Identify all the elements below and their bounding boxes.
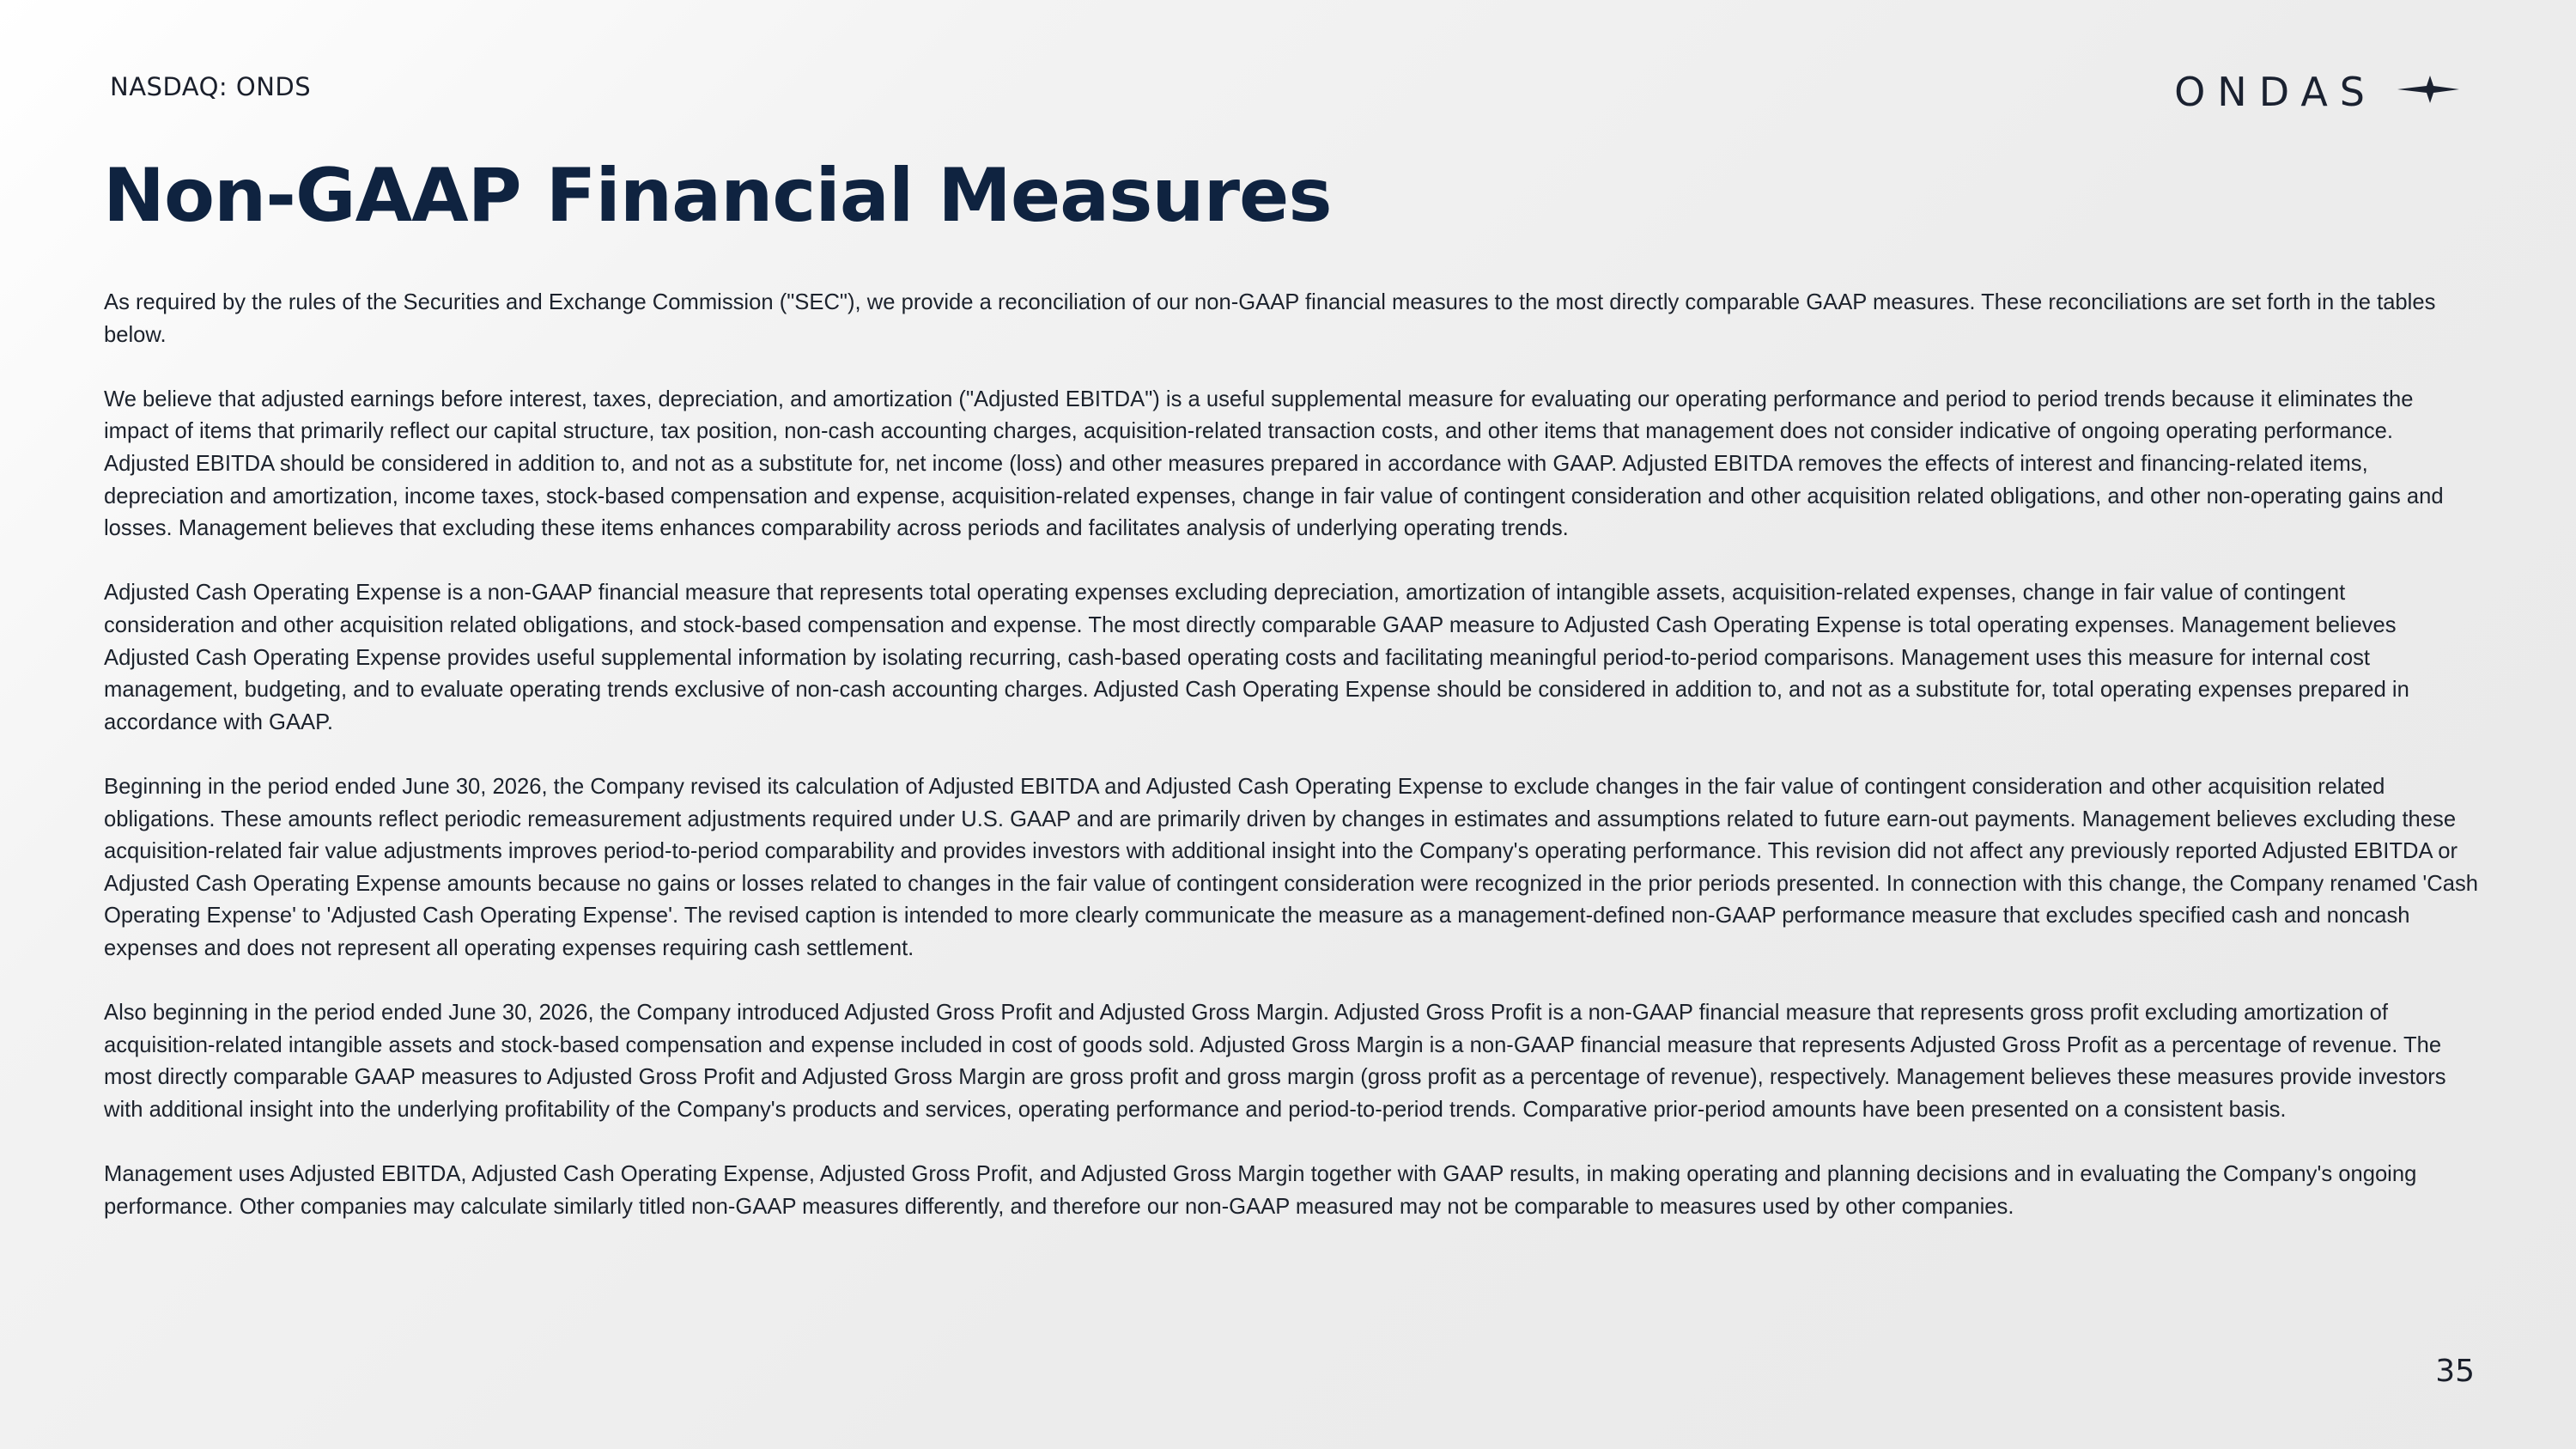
paragraph-sec-reconciliation: As required by the rules of the Securities and Exchange Commission ("SEC"), we provide a reconciliation of our non-GAAP financial measures to the most directly comparable GAAP measures. These reconciliations are set forth in the tables below. [104,290,2436,347]
paragraph-adjusted-ebitda: We believe that adjusted earnings before interest, taxes, depreciation, and amortization ("Adjusted EBITDA") is a useful supplemental measure for evaluating our operating performance and period to period trends because it eliminates the impact of items that primarily reflect our capital structure, tax position, non-cash accounting charges, acquisition-related transaction costs, and other items that management does not consider indicative of ongoing operating performance. Adjusted EBITDA should be considered in addition to, and not as a substitute for, net income (loss) and other measures prepared in accordance with GAAP. Adjusted EBITDA removes the effects of interest and financing-related items, depreciation and amortization, income taxes, stock-based compensation and expense, acquisition-related expenses, change in fair value of contingent consideration and other acquisition related obligations, and other non-operating gains and losses. Management believes that excluding these items enhances comparability across periods and facilitates analysis of underlying operating trends. [104,387,2444,541]
body-text [104,287,2481,1256]
ticker-label: NASDAQ: ONDS [110,72,312,101]
logo-wordmark: ONDAS [2174,68,2377,115]
paragraph-management-use: Management uses Adjusted EBITDA, Adjusted Cash Operating Expense, Adjusted Gross Profit, and Adjusted Gross Margin together with GAAP results, in making operating and planning decisions and in evaluating the Company's ongoing performance. Other companies may calculate similarly titled non-GAAP measures differently, and therefore our non-GAAP measured may not be comparable to measures used by other companies. [104,1162,2417,1219]
page-title: Non-GAAP Financial Measures [103,153,1332,239]
sparkle-crescent-icon [2396,50,2475,133]
paragraph-calculation-revision: Beginning in the period ended June 30, 2026, the Company revised its calculation of Adjusted EBITDA and Adjusted Cash Operating Expense to exclude changes in the fair value of contingent consideration and other acquisition related obligations. These amounts reflect periodic remeasurement adjustments required under U.S. GAAP and are primarily driven by changes in estimates and assumptions related to future earn-out payments. Management believes excluding these acquisition-related fair value adjustments improves period-to-period comparability and provides investors with additional insight into the Company's operating performance. This revision did not affect any previously reported Adjusted EBITDA or Adjusted Cash Operating Expense amounts because no gains or losses related to changes in the fair value of contingent consideration were recognized in the prior periods presented. In connection with this change, the Company renamed 'Cash Operating Expense' to 'Adjusted Cash Operating Expense'. The revised caption is intended to more clearly communicate the measure as a management-defined non-GAAP performance measure that excludes specified cash and noncash expenses and does not represent all operating expenses requiring cash settlement. [104,774,2478,960]
paragraph-adjusted-cash-opex: Adjusted Cash Operating Expense is a non-GAAP financial measure that represents total operating expenses excluding depreciation, amortization of intangible assets, acquisition-related expenses, change in fair value of contingent consideration and other acquisition related obligations, and stock-based compensation and expense. The most directly comparable GAAP measure to Adjusted Cash Operating Expense is total operating expenses. Management believes Adjusted Cash Operating Expense provides useful supplemental information by isolating recurring, cash-based operating costs and facilitating meaningful period-to-period comparisons. Management uses this measure for internal cost management, budgeting, and to evaluate operating trends exclusive of non-cash accounting charges. Adjusted Cash Operating Expense should be considered in addition to, and not as a substitute for, total operating expenses prepared in accordance with GAAP. [104,581,2409,734]
page-number: 35 [2435,1354,2475,1389]
paragraph-adjusted-gross-profit: Also beginning in the period ended June 30, 2026, the Company introduced Adjusted Gross Profit and Adjusted Gross Margin. Adjusted Gross Profit is a non-GAAP financial measure that represents gross profit excluding amortization of acquisition-related intangible assets and stock-based compensation and expense included in cost of goods sold. Adjusted Gross Margin is a non-GAAP financial measure that represents Adjusted Gross Profit as a percentage of revenue. The most directly comparable GAAP measures to Adjusted Gross Profit and Adjusted Gross Margin are gross profit and gross margin (gross profit as a percentage of revenue), respectively. Management believes these measures provide investors with additional insight into the underlying profitability of the Company's products and services, operating performance and period-to-period trends. Comparative prior-period amounts have been presented on a consistent basis. [104,1001,2446,1122]
company-logo [2174,50,2475,133]
